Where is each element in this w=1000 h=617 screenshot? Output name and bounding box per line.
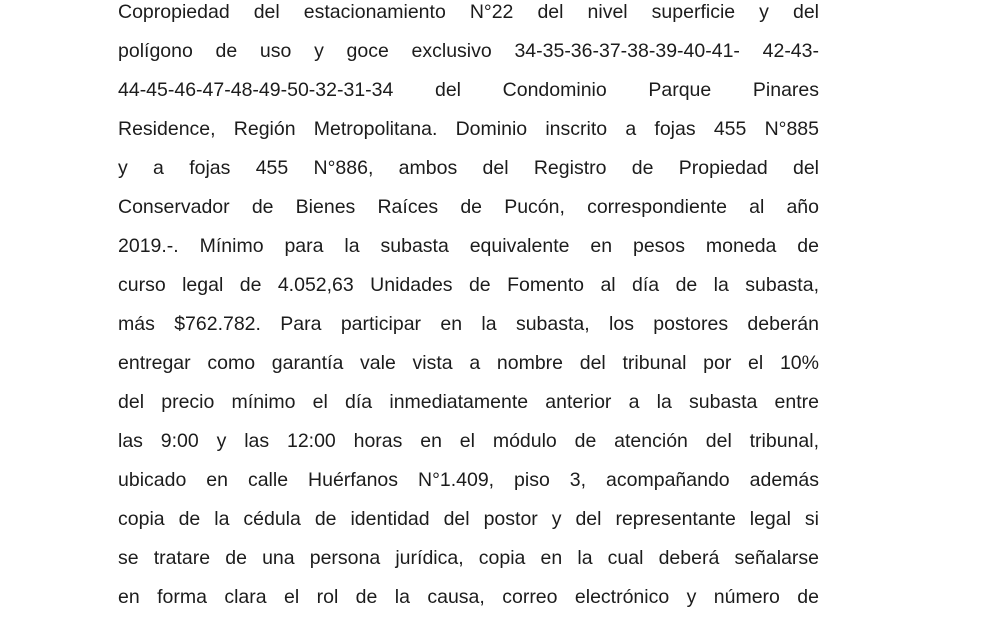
text-line-12: las 9:00 y las 12:00 horas en el módulo de atención del tribunal, xyxy=(118,430,819,452)
document-body xyxy=(118,0,819,617)
text-line-14: copia de la cédula de identidad del postor y del representante legal si xyxy=(118,508,819,530)
text-line-5: y a fojas 455 N°886, ambos del Registro de Propiedad del xyxy=(118,157,819,179)
text-line-9: más $762.782. Para participar en la subasta, los postores deberán xyxy=(118,313,819,335)
text-line-6: Conservador de Bienes Raíces de Pucón, correspondiente al año xyxy=(118,196,819,218)
text-line-4: Residence, Región Metropolitana. Dominio inscrito a fojas 455 N°885 xyxy=(118,118,819,140)
text-line-8: curso legal de 4.052,63 Unidades de Fomento al día de la subasta, xyxy=(118,274,819,296)
text-line-1: Copropiedad del estacionamiento N°22 del nivel superficie y del xyxy=(118,1,819,23)
text-line-7: 2019.-. Mínimo para la subasta equivalente en pesos moneda de xyxy=(118,235,819,257)
text-line-2: polígono de uso y goce exclusivo 34-35-36-37-38-39-40-41- 42-43- xyxy=(118,40,819,62)
text-line-11: del precio mínimo el día inmediatamente anterior a la subasta entre xyxy=(118,391,819,413)
text-line-16: en forma clara el rol de la causa, correo electrónico y número de xyxy=(118,586,819,608)
text-line-3: 44-45-46-47-48-49-50-32-31-34 del Condominio Parque Pinares xyxy=(118,79,819,101)
text-line-15: se tratare de una persona jurídica, copia en la cual deberá señalarse xyxy=(118,547,819,569)
text-line-13: ubicado en calle Huérfanos N°1.409, piso 3, acompañando además xyxy=(118,469,819,491)
text-line-10: entregar como garantía vale vista a nombre del tribunal por el 10% xyxy=(118,352,819,374)
